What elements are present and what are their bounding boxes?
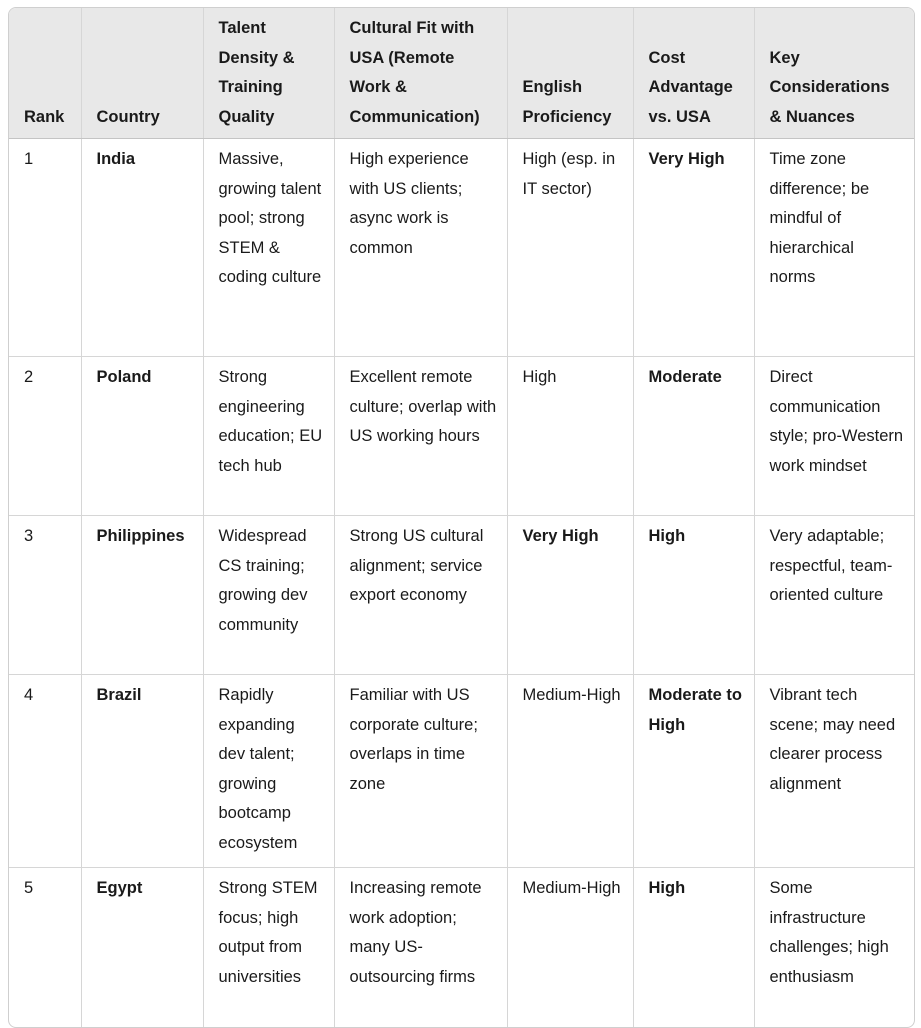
cell-rank: 3 [9,516,81,675]
cell-culture: Excellent remote culture; overlap with US working hours [334,357,507,516]
cell-key: Vibrant tech scene; may need clearer process alignment [754,675,914,868]
cell-culture: Familiar with US corporate culture; overlaps in time zone [334,675,507,868]
table-header-row [9,8,914,139]
cell-cost: High [633,868,754,1027]
cell-talent: Massive, growing talent pool; strong STEM & coding culture [203,139,334,357]
cell-talent: Widespread CS training; growing dev community [203,516,334,675]
cell-talent: Strong STEM focus; high output from universities [203,868,334,1027]
cell-cost: Very High [633,139,754,357]
header-talent: Talent Density & Training Quality [203,8,334,139]
table-row [9,675,914,868]
cell-country: India [81,139,203,357]
cell-talent: Rapidly expanding dev talent; growing bootcamp ecosystem [203,675,334,868]
cell-rank: 5 [9,868,81,1027]
cell-english: High [507,357,633,516]
cell-country: Brazil [81,675,203,868]
cell-culture: High experience with US clients; async work is common [334,139,507,357]
header-rank: Rank [9,8,81,139]
cell-country: Philippines [81,516,203,675]
data-table [9,8,914,1027]
country-ranking-table [8,7,915,1028]
cell-cost: High [633,516,754,675]
cell-english: Medium-High [507,675,633,868]
cell-english: High (esp. in IT sector) [507,139,633,357]
cell-rank: 4 [9,675,81,868]
cell-culture: Increasing remote work adoption; many US-outsourcing firms [334,868,507,1027]
cell-english: Very High [507,516,633,675]
cell-culture: Strong US cultural alignment; service export economy [334,516,507,675]
cell-talent: Strong engineering education; EU tech hub [203,357,334,516]
table-row [9,139,914,357]
header-culture: Cultural Fit with USA (Remote Work & Communication) [334,8,507,139]
header-country: Country [81,8,203,139]
cell-rank: 1 [9,139,81,357]
cell-english: Medium-High [507,868,633,1027]
cell-rank: 2 [9,357,81,516]
cell-key: Very adaptable; respectful, team-oriented culture [754,516,914,675]
cell-key: Time zone difference; be mindful of hierarchical norms [754,139,914,357]
cell-cost: Moderate to High [633,675,754,868]
cell-country: Egypt [81,868,203,1027]
cell-country: Poland [81,357,203,516]
cell-cost: Moderate [633,357,754,516]
header-key: Key Considerations & Nuances [754,8,914,139]
cell-key: Direct communication style; pro-Western work mindset [754,357,914,516]
header-cost: Cost Advantage vs. USA [633,8,754,139]
table-row [9,516,914,675]
header-english: English Proficiency [507,8,633,139]
table-row [9,868,914,1027]
table-row [9,357,914,516]
cell-key: Some infrastructure challenges; high enthusiasm [769,879,889,986]
